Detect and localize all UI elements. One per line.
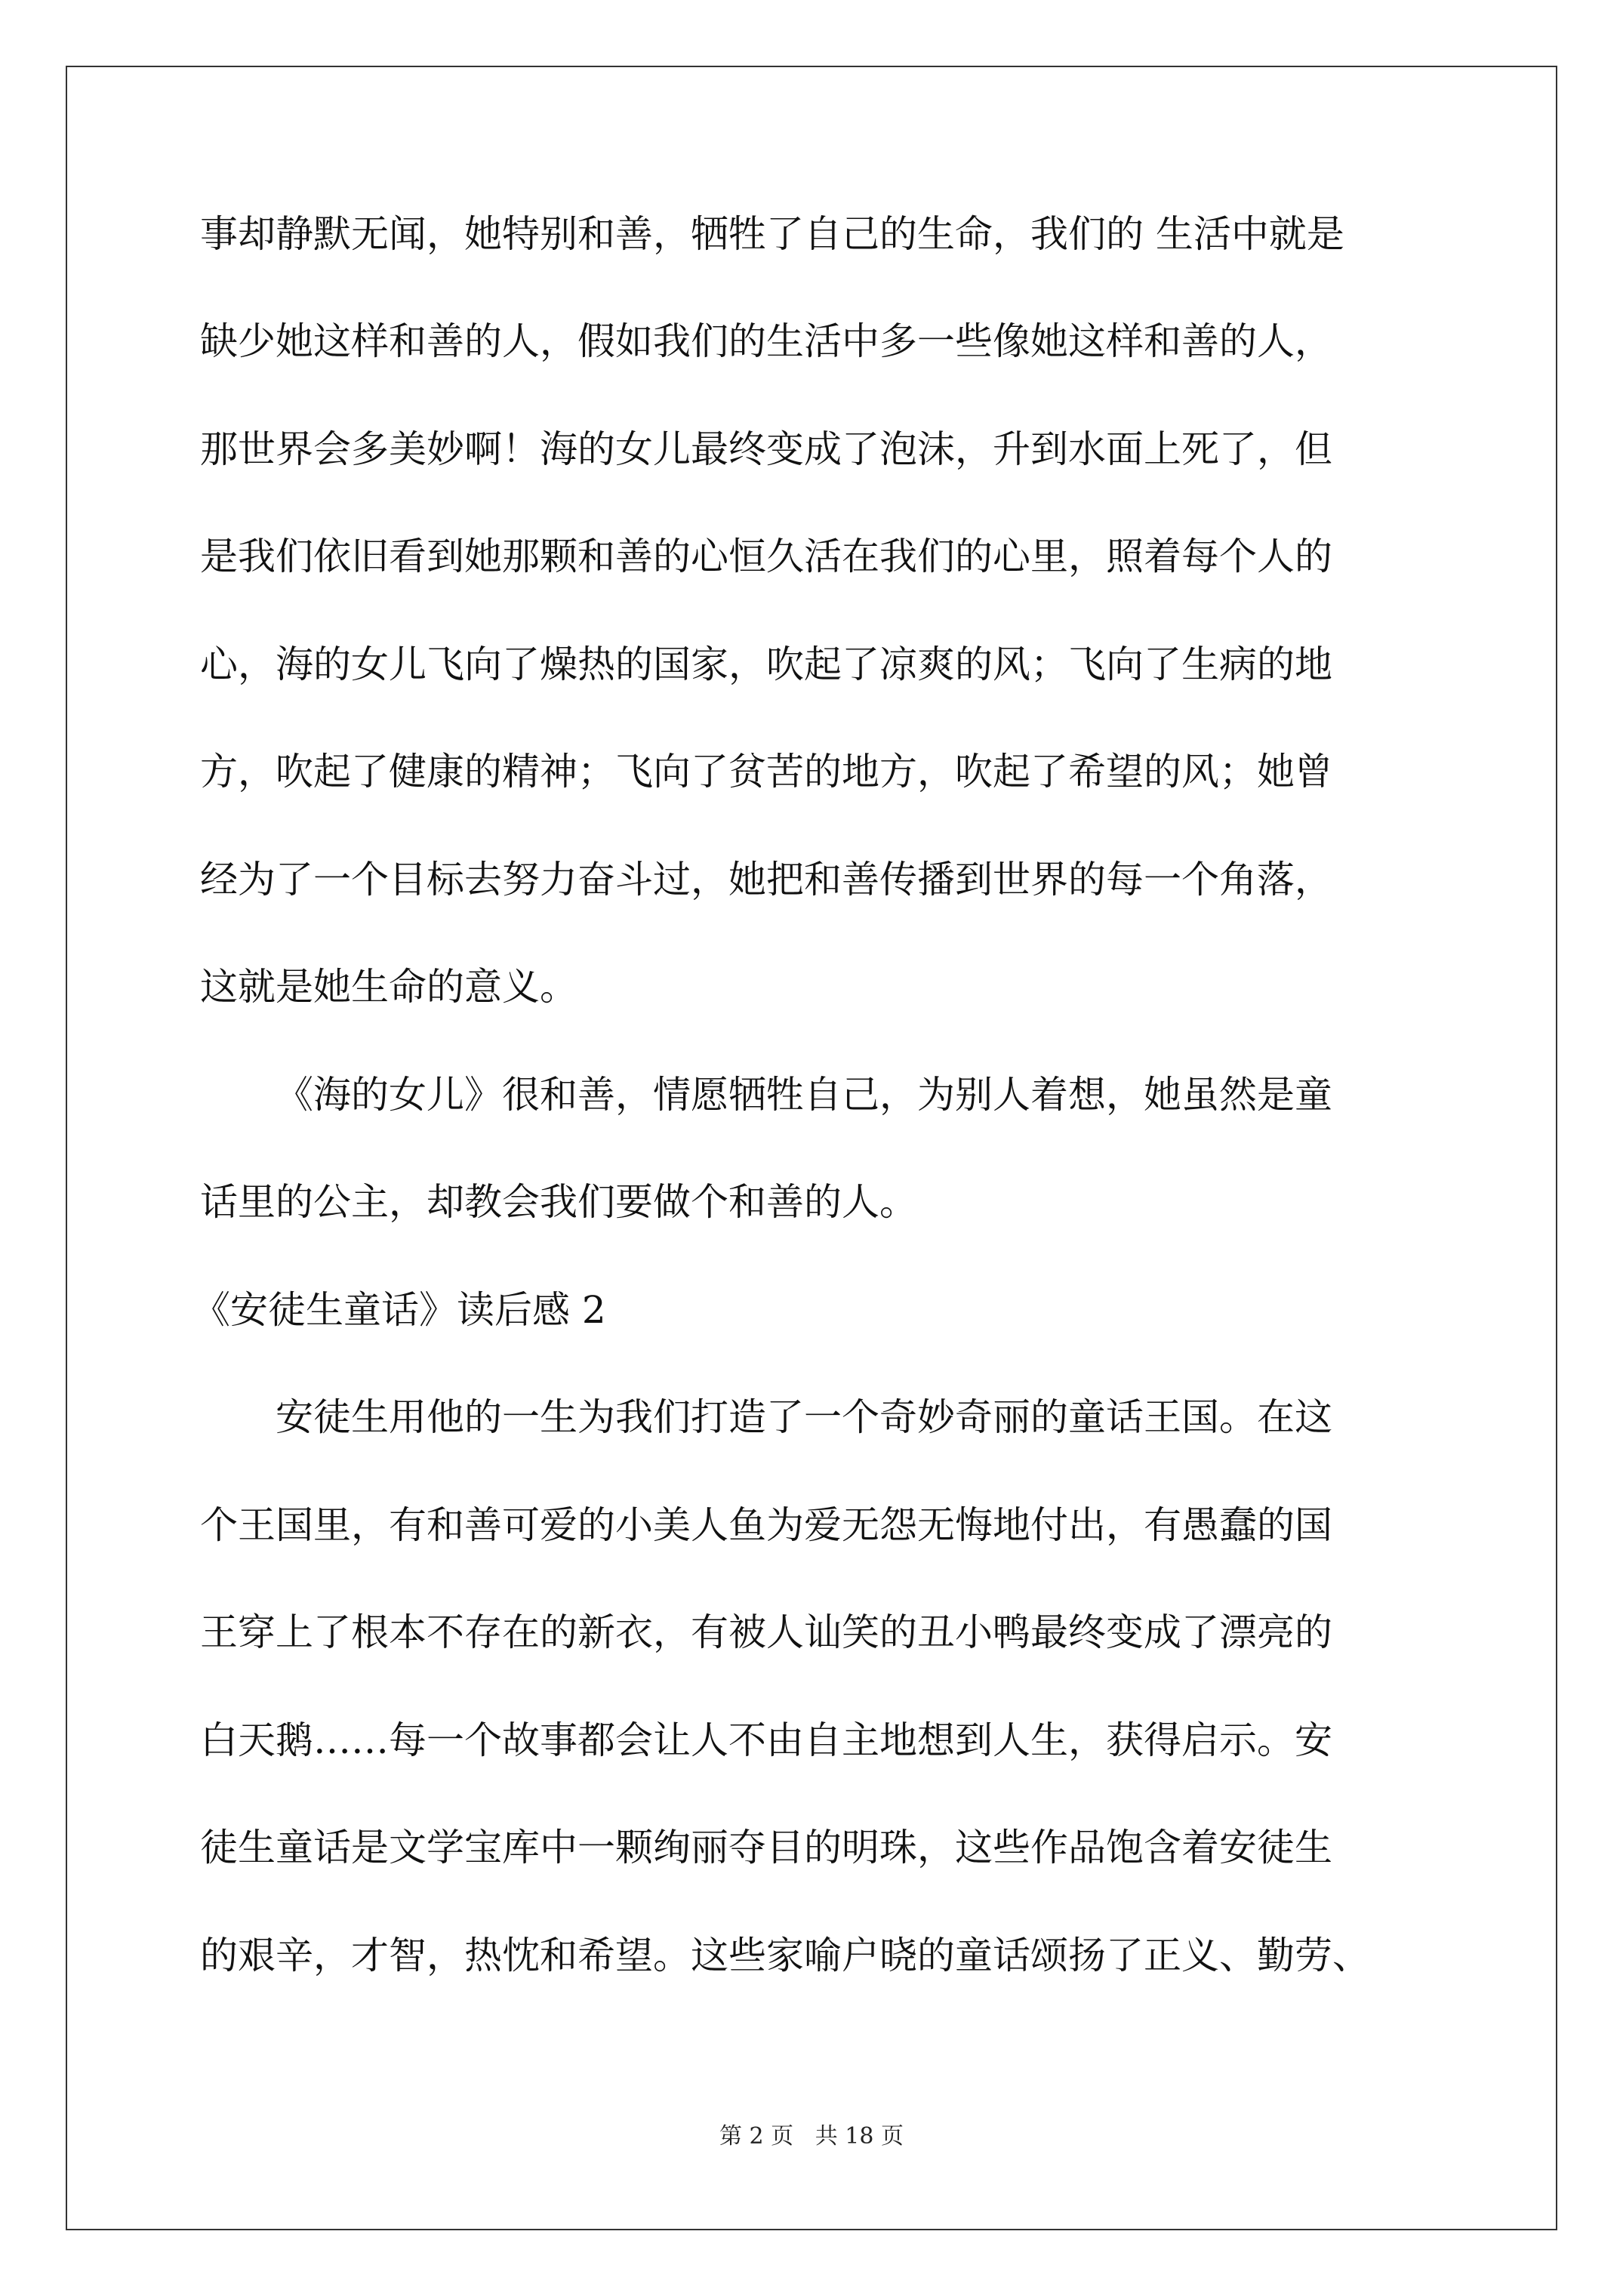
- paragraph-line: 王穿上了根本不存在的新衣，有被人讪笑的丑小鸭最终变成了漂亮的: [200, 1610, 1332, 1654]
- paragraph-line: 是我们依旧看到她那颗和善的心恒久活在我们的心里，照着每个人的: [200, 535, 1332, 578]
- page-number-footer: 第 2 页 共 18 页: [719, 2123, 904, 2150]
- paragraph-line: 缺少她这样和善的人，假如我们的生活中多一些像她这样和善的人，: [200, 319, 1332, 363]
- paragraph-line: 个王国里，有和善可爱的小美人鱼为爱无怨无悔地付出，有愚蠢的国: [200, 1503, 1332, 1547]
- paragraph-line: 这就是她生命的意义。: [200, 965, 577, 1009]
- paragraph-line: 经为了一个目标去努力奋斗过，她把和善传播到世界的每一个角落，: [200, 858, 1332, 901]
- paragraph-line: 白天鹅……每一个故事都会让人不由自主地想到人生，获得启示。安: [200, 1718, 1332, 1762]
- paragraph-line: 安徒生用他的一生为我们打造了一个奇妙奇丽的童话王国。在这: [276, 1395, 1332, 1439]
- paragraph-line: 徒生童话是文学宝库中一颗绚丽夺目的明珠，这些作品饱含着安徒生: [200, 1826, 1332, 1869]
- paragraph-line: 事却静默无闻，她特别和善，牺牲了自己的生命，我们的 生活中就是: [200, 212, 1344, 256]
- paragraph-line: 心，海的女儿飞向了燥热的国家，吹起了凉爽的风；飞向了生病的地: [200, 643, 1332, 686]
- paragraph-line: 那世界会多美妙啊！海的女儿最终变成了泡沫，升到水面上死了，但: [200, 427, 1332, 471]
- paragraph-line: 方，吹起了健康的精神；飞向了贫苦的地方，吹起了希望的风；她曾: [200, 750, 1332, 794]
- page-border: [66, 66, 1557, 2230]
- paragraph-line: 的艰辛，才智，热忱和希望。这些家喻户晓的童话颂扬了正义、勤劳、: [200, 1934, 1370, 1977]
- paragraph-line: 话里的公主，却教会我们要做个和善的人。: [200, 1180, 917, 1224]
- paragraph-line: 《海的女儿》很和善，情愿牺牲自己，为别人着想，她虽然是童: [276, 1073, 1332, 1117]
- section-heading: 《安徒生童话》读后感 2: [192, 1288, 606, 1332]
